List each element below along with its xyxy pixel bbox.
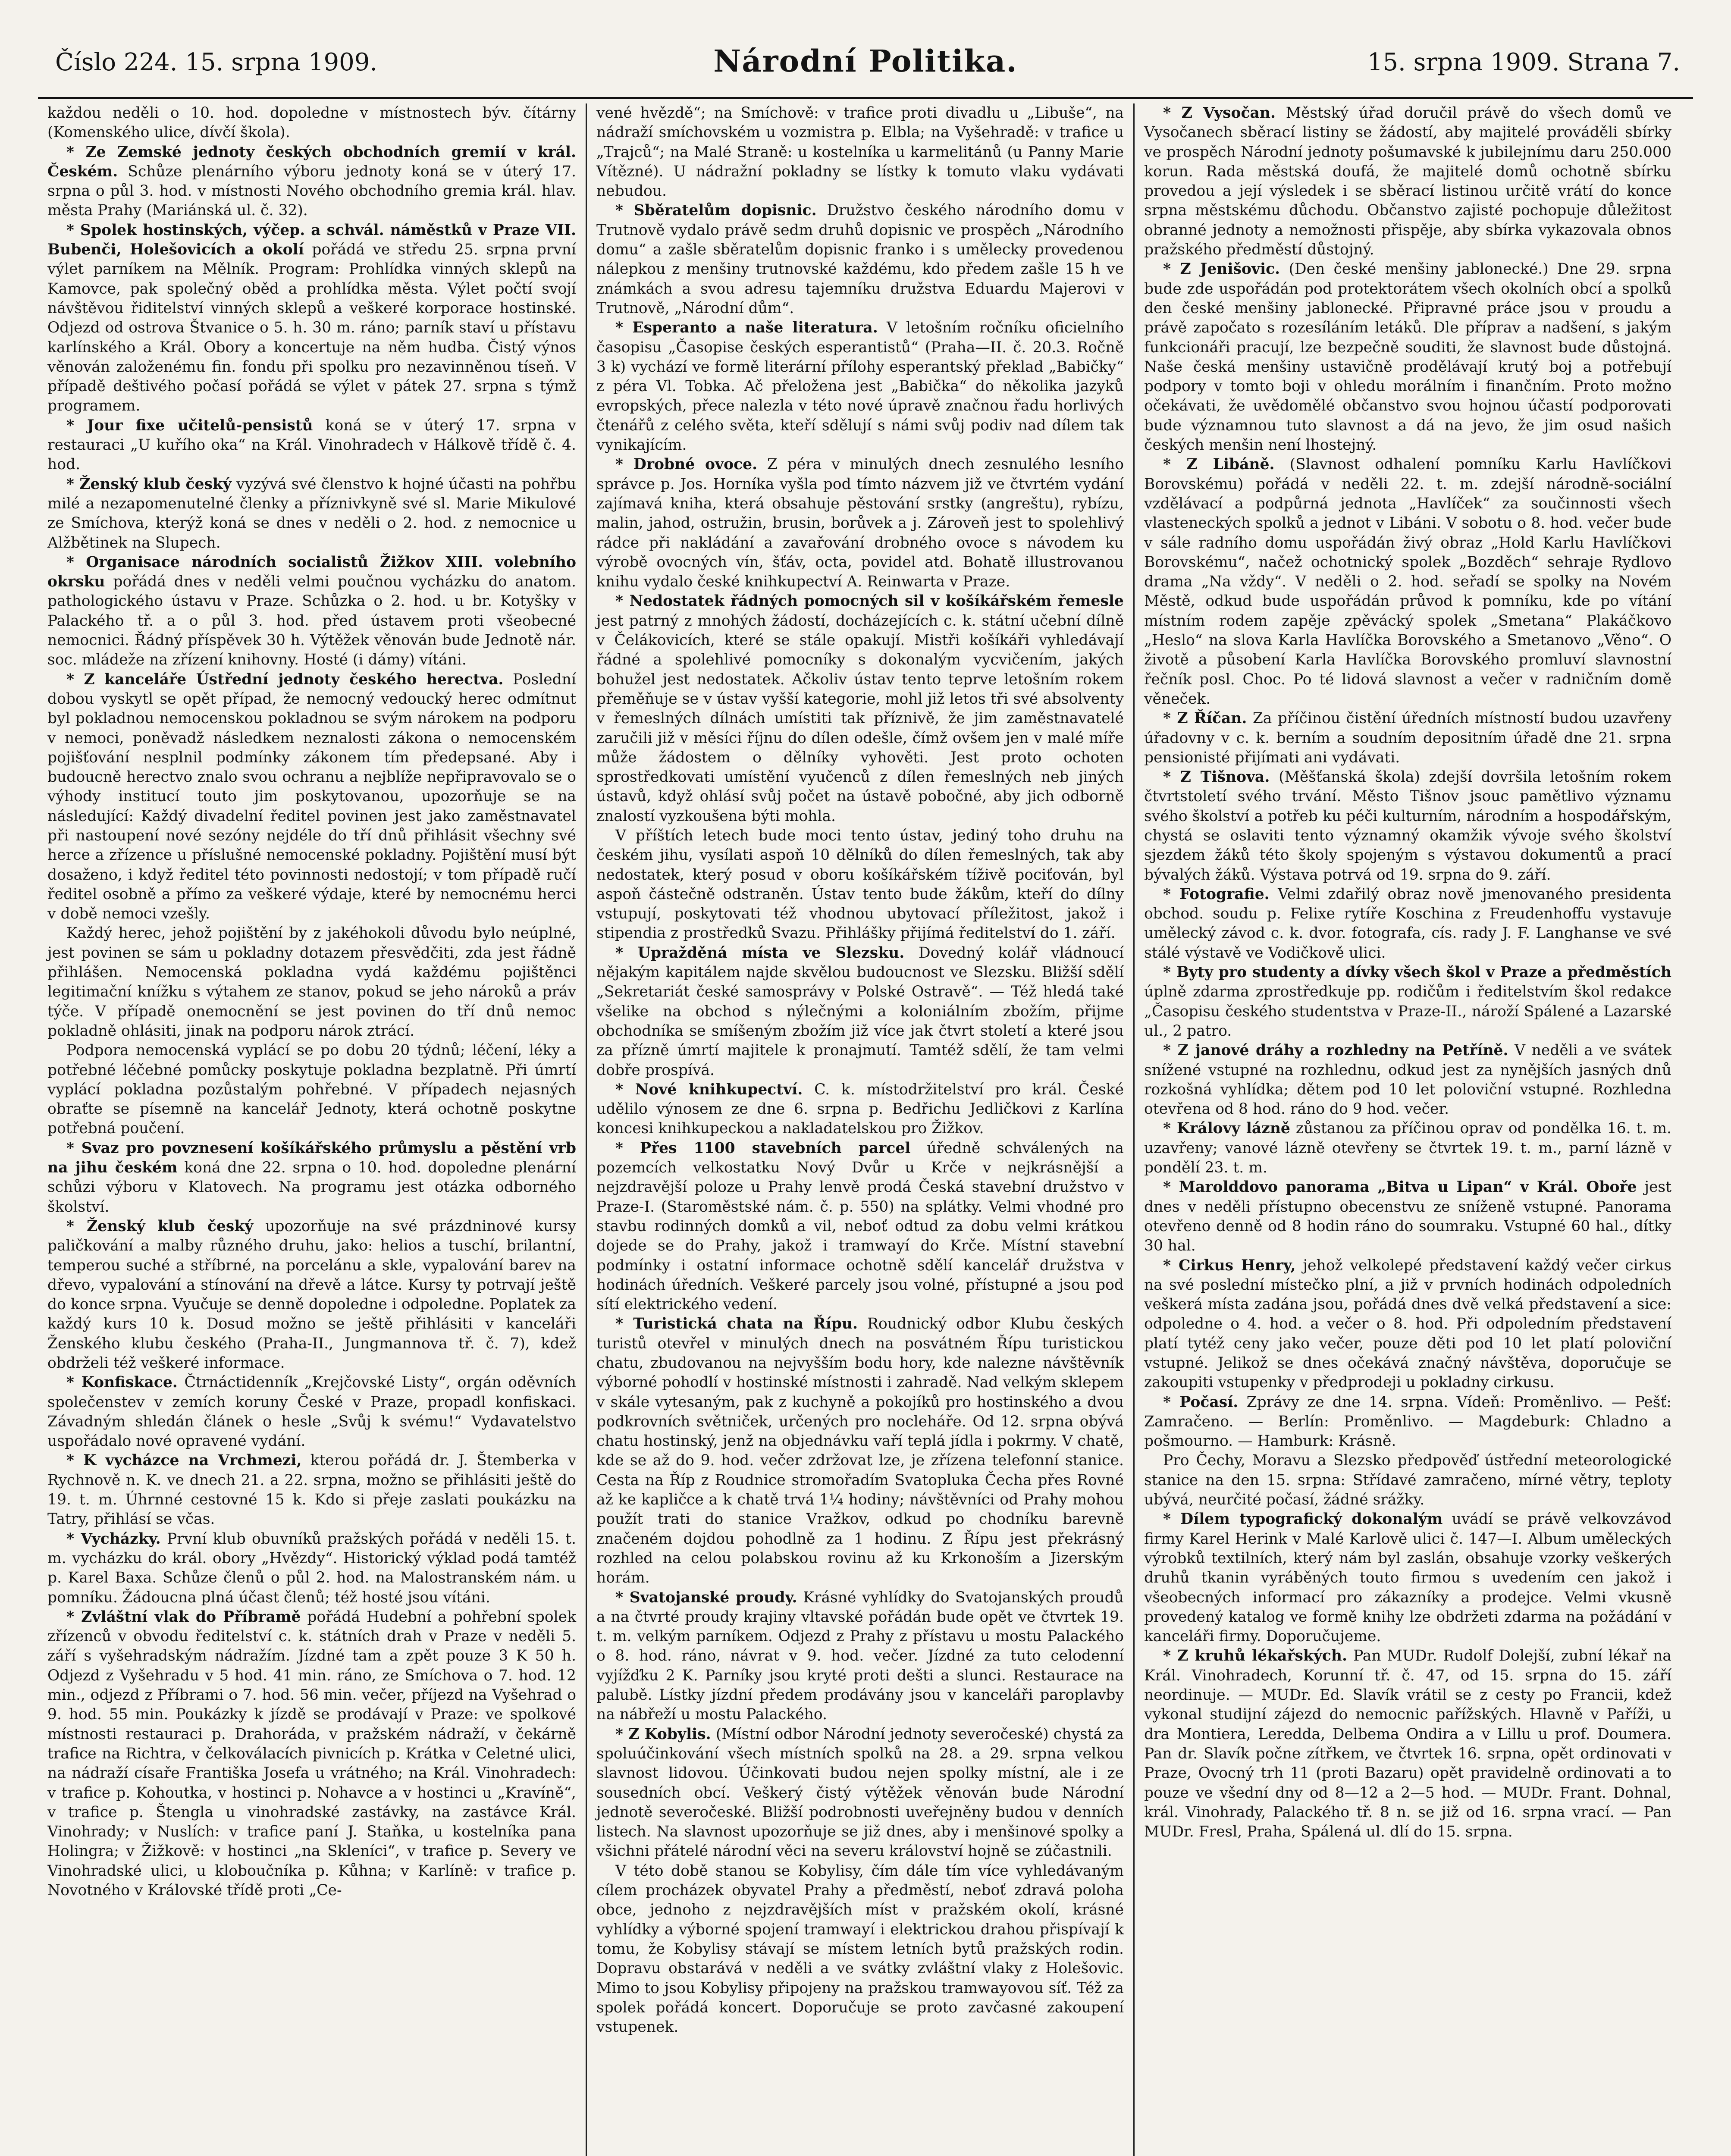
article-heading: * Vycházky. <box>66 1530 161 1548</box>
article-paragraph <box>47 416 576 475</box>
masthead: Národní Politika. <box>713 43 1018 79</box>
article-text: Každý herec, jehož pojištění by z jakéhokoli důvodu bylo neúplné, jest povinen se sám u pokladny dotazem přesvědčiti, zda jest řádně přihlášen. Nemocenská pokladna vydá každému pojištěnci legitimační knížku s výtahem ze stanov, pokud se jeho nároků a práv týče. V případě onemocnění se jest povinen do tří dnů nemoc pokladně ohlásiti, jinak na podporu nárok ztrácí. <box>47 924 576 1040</box>
article-text: Roudnický odbor Klubu českých turistů otevřel v minulých dnech na posvátném Řípu turistickou chatu, zbudovanou na nejvyšším bodu hory, kde nalezne návštěvník výborné pohodlí v hostinské místnosti i zahradě. Nad velkým sklepem v skále vytesaným, pak z kuchyně a pokojíků pro hostinského a dvou podkrovních světniček, určených pro nocleháře. Od 12. srpna obývá chatu hostinský, jenž na objednávku vaří teplá jídla i pokrmy. V chatě, kde se až do 9. hod. večer zdržovat lze, je zřízena telefonní stanice. Cesta na Říp z Roudnice stromořadím Svatopluka Čecha přes Rovné až ke kapličce a k chatě trvá 1¼ hodiny; návštěvníci od Prahy mohou použít trati do stanice Vražkov, odkud po chodníku barevně značeném dojdou pohodlně za 1 hodinu. Z Řípu jest překrásný rozhled na celou polabskou rovinu až ku Krkonoším a Jizerským horám. <box>596 1315 1124 1587</box>
article-heading: * Konfiskace. <box>66 1374 178 1391</box>
article-heading: * Nové knihkupectví. <box>615 1081 803 1098</box>
article-paragraph <box>47 670 576 924</box>
article-text: Podpora nemocenská vyplácí se po dobu 20 týdnů; léčení, léky a potřebné léčebné pomůcky poskytuje pokladna bezplatně. Při úmrtí vyplácí pokladna pozůstalým pohřebné. V případech nejasných obraťte se písemně na kancelář Jednoty, která ochotně poskytne potřebná poučení. <box>47 1042 576 1138</box>
article-text: V neděli a ve svátek snížené vstupné na rozhlednu, odkud jest za nynějších jasných dnů rozkošná vyhlídka; dětem pod 10 let poloviční vstupné. Rozhledna otevřena od 8 hod. ráno do 9 hod. večer. <box>1144 1042 1672 1118</box>
article-heading: * Z kanceláře Ústřední jednoty českého herectva. <box>66 671 504 688</box>
article-heading: * Z Kobylis. <box>615 1725 711 1743</box>
article-heading: * Jour fixe učitelů-pensistů <box>66 417 313 434</box>
article-text: Čtrnáctidenník „Krejčovské Listy“, orgán oděvních společenstev v zemích koruny České v Praze, propadl konfiskaci. Závadným shledán článek o hesle „Svůj k svému!“ Vydavatelstvo uspořádalo nové opravené vydání. <box>47 1374 576 1450</box>
article-paragraph <box>596 943 1124 1080</box>
article-heading: * Z janové dráhy a rozhledny na Petříně. <box>1163 1042 1508 1059</box>
article-heading: * Svatojanské proudy. <box>615 1589 797 1606</box>
article-paragraph <box>1144 709 1671 768</box>
article-heading: * Ženský klub český <box>66 475 232 493</box>
article-heading: * Organisace národních socialistů Žižkov XIII. volebního okrsku <box>47 553 576 591</box>
article-text: uvádí se právě velkovzávod firmy Karel Herink v Malé Karlově ulici č. 147—I. Album uměleckých výrobků textilních, který nám byl zaslán, obsahuje vzorky veškerých druhů tkanin vyráběných touto firmou s uvedením cen jakož i všeobecných informací pro zákazníky a prodejce. Velmi vkusně provedený katalog ve formě knihy lze obdržeti zdarma na požádání v kanceláři firmy. Doporučujeme. <box>1144 1510 1671 1645</box>
article-paragraph <box>596 592 1124 826</box>
article-text: V letošním ročníku oficielního časopisu „Časopise českých esperantistů“ (Praha—II. č. 20.3. Ročně 3 k) vychází ve formě literární přílohy esperantský překlad „Babičky“ z péra Vl. Tobka. Ač přeložena jest „Babička“ do několika jazyků evropských, přece nalezla v této nové úpravě značnou řadu horlivých čtenářů z celého světa, kteří sdělují s námi svůj podiv nad dílem tak vynikajícím. <box>596 319 1124 454</box>
article-text: pořádá Hudební a pohřební spolek zřízenců v obvodu ředitelství c. k. státních drah v Praze v neděli 5. září s vyšehradským nádražím. Jízdné tam a zpět pouze 3 K 50 h. Odjezd z Vyšehradu v 5 hod. 41 min. ráno, ze Smíchova o 7. hod. 12 min., odjezd z Příbrami o 7. hod. 56 min. večer, příjezd na Vyšehrad o 9. hod. 55 min. Poukázky k jízdě se prodávají v Praze: ve spolkové místnosti restauraci p. Drahoráda, v pražském nádraží, v čekárně trafice na Richtra, v čelkoválacích pivnicích p. Krátka v Celetné ulici, na nádraží císaře Františka Josefa u vrátného; na Král. Vinohradech: v trafice p. Kohoutka, v hostinci p. Nohavce a v hostinci u „Kravíně“, v trafice p. Štengla u vinohradské zastávky, na zastávce Král. Vinohrady; v Nuslích: v trafice paní J. Staňka, u kostelníka pana Holingra; v Žižkově: v hostinci „na Skleníci“, v trafice p. Severy ve Vinohradské ulici, u kloboučníka p. Kůhna; v Karlíně: v trafice p. Novotného v Královské třídě proti „Ce- <box>47 1608 577 1899</box>
article-text: úplně zdarma zprostředkuje pp. rodičům i ředitelstvím škol redakce „Časopisu českého studentstva v Praze-II., nároží Spálené a Lazarské ul., 2 patro. <box>1144 983 1671 1040</box>
article-heading: * Královy lázně <box>1163 1120 1290 1138</box>
article-paragraph <box>47 553 576 670</box>
article-heading: * Spolek hostinských, výčep. a schvál. náměstků v Praze VII. Bubenči, Holešovicích a okolí <box>47 221 576 259</box>
article-text: C. k. místodržitelství pro král. České udělilo výnosem ze dne 6. srpna p. Bedřichu Jedličkovi z Karlína koncesi knihkupeckou a nakladatelskou pro Žižkov. <box>596 1081 1124 1138</box>
article-heading: * Přes 1100 stavebních parcel <box>615 1139 911 1157</box>
article-text: Družstvo českého národního domu v Trutnově vydalo právě sedm druhů dopisnic ve prospěch „Národního domu“ a zašle sběratelům dopisnic franko i s umělecky provedenou nálepkou z menšiny trutnovské každému, kdo předem zašle 15 h ve známkách a svou adresu tajemníku družstva Eduardu Majerovi v Trutnově, „Národní dům“. <box>596 202 1124 317</box>
article-paragraph <box>596 1725 1124 1861</box>
article-paragraph <box>596 1080 1124 1139</box>
article-text: úředně schválených na pozemcích velkostatku Nový Dvůr u Krče v nejkrásnější a nejzdravější poloze u Prahy lenvě prodá Česká stavební družstvo v Praze-I. (Staroměstské nám. č. p. 550) na splátky. Velmi vhodné pro stavbu rodinných domků a vil, neboť odtud za dobu velmi krátkou dojede se do Prahy, jakož i tramwayí do Krče. Místní stavební podmínky i ostatní informace ochotně sdělí kancelář družstva v hodinách úředních. Veškeré parcely jsou volné, přístupné a jsou pod sítí elektrického vedení. <box>596 1139 1124 1313</box>
article-heading: * Esperanto a naše literatura. <box>615 319 878 337</box>
article-paragraph <box>596 1314 1124 1588</box>
article-paragraph <box>1144 455 1671 709</box>
article-paragraph <box>1144 260 1671 455</box>
article-paragraph <box>596 1861 1124 2037</box>
article-text: Za příčinou čistění úředních místností budou uzavřeny úřadovny v c. k. berním a soudním depositním úřadě dne 21. srpna pensionisté přijímati ani vydávati. <box>1144 710 1672 766</box>
article-heading: * Z Říčan. <box>1163 710 1247 727</box>
article-paragraph <box>1144 1256 1671 1393</box>
article-paragraph <box>47 1451 576 1529</box>
issue-number: Číslo 224. 15. srpna 1909. <box>55 48 378 76</box>
article-heading: * Ženský klub český <box>66 1217 254 1235</box>
article-paragraph <box>1144 1178 1671 1256</box>
article-text: Zprávy ze dne 14. srpna. Vídeň: Proměnlivo. — Pešť: Zamračeno. — Berlín: Proměnlivo. — Magdeburk: Chladno a pošmourno. — Hamburk: Krásně. <box>1144 1393 1671 1450</box>
article-heading: * Z Tišnova. <box>1163 768 1270 786</box>
article-text: vyzývá své členstvo k hojné účasti na pohřbu milé a nezapomenutelné členky a příznivkyně své sl. Marie Mikulové ze Smíchova, kterýž koná se dnes v neděli o 2. hod. z nemocnice u Alžbětinek na Slupech. <box>47 475 577 552</box>
article-heading: * Turistická chata na Řípu. <box>615 1315 858 1333</box>
article-paragraph <box>1144 963 1671 1041</box>
column-1 <box>38 103 586 2156</box>
article-paragraph <box>1144 103 1671 260</box>
article-paragraph <box>1144 1510 1671 1646</box>
article-paragraph <box>596 826 1124 943</box>
article-heading: * Počasí. <box>1163 1393 1239 1411</box>
article-heading: * Nedostatek řádných pomocných sil v košíkářském řemesle <box>615 592 1124 610</box>
article-paragraph <box>47 924 576 1041</box>
article-text: Pan MUDr. Rudolf Dolejší, zubní lékař na Král. Vinohradech, Korunní tř. č. 47, od 15. srpna do 15. září neordinuje. — MUDr. Ed. Slavík vrátil se z cesty po Francii, kdež vykonal studijní zájezd do nemocnic pařížských. Hlavně v Paříži, u dra Montiera, Leredda, Delbema Ondira a v Lillu u prof. Doumera. Pan dr. Slavík počne zítřkem, ve čtvrtek 16. srpna, opět ordinovati v Praze, Ovocný trh 11 (proti Bazaru) opět pravidelně ordinovati a to pouze ve všední dny od 8—12 a 2—5 hod. — MUDr. Frant. Dohnal, král. Vinohrady, Palackého tř. 8 n. se již od 16. srpna vrací. — Pan MUDr. Fresl, Praha, Spálená ul. dlí do 15. srpna. <box>1144 1647 1671 1841</box>
article-paragraph <box>1144 885 1671 963</box>
article-text: Městský úřad doručil právě do všech domů ve Vysočanech sběrací listiny se žádostí, aby majitelé prováděli sbírky ve prospěch Národní jednoty pošumavské k jubilejnímu daru 250.000 korun. Rada městská doufá, že majitelé domů ochotně sbírku provedou a její výsledek i se sběrací listinou určitě vrátí do konce srpna městskému důchodu. Občanstvo zajisté pochopuje důležitost obranné jednoty a nemožnosti přispěje, aby sbírka vykazovala obnos pražského předměstí důstojný. <box>1144 104 1671 259</box>
article-paragraph <box>1144 1451 1671 1510</box>
article-text: (Den české menšiny jablonecké.) Dne 29. srpna bude zde uspořádán pod protektorátem všech okolních obcí a spolků den české menšiny jablonecké. Připravné práce jsou v proudu a právě započato s rozesíláním letáků. Dle příprav a nadšení, s jakým funkcionáři pracují, lze bezpečně souditi, že slavnost bude důstojná. Naše česká menšiny ustavičně prodělávají krutý boj a potřebují podpory v tomto boji v ohledu morálním i finančním. Proto možno očekávati, že uvědomělé občanstvo svou hojnou účastí podporovati bude významnou tuto slavnost a dá na jevo, že jim osud našich českých menšin není lhostejný. <box>1144 260 1671 454</box>
article-heading: * Z Jenišovic. <box>1163 260 1280 278</box>
article-heading: * Z kruhů lékařských. <box>1163 1647 1347 1665</box>
article-heading: * Zvláštní vlak do Příbramě <box>66 1608 301 1626</box>
article-text: koná se v úterý 17. srpna v restauraci „U kuřího oka“ na Král. Vinohradech v Hálkově třídě č. 4. hod. <box>47 417 576 473</box>
article-text: každou neděli o 10. hod. dopoledne v místnostech býv. čítárny (Komenského ulice, dívčí škola). <box>47 104 576 141</box>
article-text: pořádá dnes v neděli velmi poučnou vycházku do anatom. pathologického ústavu v Praze. Schůzka o 2. hod. u br. Kotyšky v Palackého tř. a o půl 3. hod. před ústavem proti všeobecné nemocnici. Řádný příspěvek 30 h. Výtěžek věnován bude Jednotě nár. soc. mládeže na zřízení knihovny. Hosté (i dámy) vítáni. <box>47 573 576 669</box>
article-text: Poslední dobou vyskytl se opět případ, že nemocný vedoucký herec odmítnut byl pokladnou nemocenskou pokladnou se svým nárokem na podporu v nemoci, poněvadž následkem neznalosti zákona o nemocenském pojišťování nesplnil podmínky zákonem tím předepsané. Aby i budoucně herectvo znalo svou ochranu a nejblíže nepřipravovalo se o výhody institucí touto jim poskytovanou, upozorňuje se na následující: Každý divadelní ředitel povinen jest jako zaměstnavatel při nastoupení nové sezóny nejdéle do tří dnů přihlásit všechny své herce a zřízence u příslušné nemocenské pokladny. Pojištění musí být dosaženo, i když ředitel této povinnosti nedostojí; v tom případě ručí ředitel osobně a přímo za veškeré výdaje, které by nemocnému herci v době nemoci vzešly. <box>47 671 576 923</box>
article-paragraph <box>47 103 576 143</box>
article-paragraph <box>596 201 1124 318</box>
article-heading: * Upražděná místa ve Slezsku. <box>615 944 905 962</box>
newspaper-page <box>38 17 1693 2156</box>
article-text: (Měšťanská škola) zdejší dovršila letošním rokem čtvrtstoletí svého trvání. Město Tišnov jsouc pamětlivo významu svého školství a potřeb ku péči kulturním, národním a hospodářským, chystá se oslaviti tento významný okamžik vývoje svého školství sjezdem žáků této školy spojeným s výstavou dokumentů a prací bývalých žáků. Výstava potrvá od 19. srpna do 9. září. <box>1144 768 1671 884</box>
article-text: kterou pořádá dr. J. Štemberka v Rychnově n. K. ve dnech 21. a 22. srpna, možno se přihlásiti ještě do 19. t. m. Úhrnné cestovné 15 k. Kdo si přeje zaslati poukázku na Tatry, přihlásí se včas. <box>47 1452 577 1528</box>
article-paragraph <box>47 221 576 416</box>
article-text: zůstanou za příčinou oprav od pondělka 16. t. m. uzavřeny; vanové lázně otevřeny se čtvrtek 19. t. m., parní lázně v pondělí 23. t. m. <box>1144 1120 1672 1177</box>
article-text: upozorňuje na své prázdninové kursy paličkování a malby různého druhu, jako: helios a tuschí, brilantní, temperou suché a stříbrné, na porcelánu a skle, vypalování barev na dřevo, vypalování a stínování na dřevě a látce. Kursy ty potrvají ještě do konce srpna. Vyučuje se denně dopoledne i odpoledne. Poplatek za každý kurs 10 k. Dosud možno se ještě přihlásiti v kanceláři Ženského klubu českého (Praha-II., Jungmannova tř. č. 7), kdež obdrželi též veškeré informace. <box>47 1217 576 1372</box>
article-paragraph <box>596 103 1124 201</box>
article-text: V příštích letech bude moci tento ústav, jediný toho druhu na českém jihu, vysílati aspoň 10 dělníků do dílen řemeslných, tak aby nedostatek, který posud v oboru košíkářském tíživě pociťován, byl aspoň částečně odstraněn. Ústav tento bude žákům, kteří do dílny vstupují, poskytovati též vhodnou ubytovací příležitost, jakož i stipendia z prostředků Svazu. Přihlášky přijímá ředitelství do 1. září. <box>596 827 1124 942</box>
article-paragraph <box>47 475 576 553</box>
article-heading: * Fotografie. <box>1163 885 1270 903</box>
article-heading: * Dílem typografický dokonalým <box>1163 1510 1443 1528</box>
article-paragraph <box>596 1139 1124 1315</box>
article-paragraph <box>1144 1041 1671 1119</box>
article-paragraph <box>1144 768 1671 885</box>
article-text: (Slavnost odhalení pomníku Karlu Havlíčkovi Borovskému) pořádá v neděli 22. t. m. zdejší národně-sociální vzdělávací a podpůrná jednota „Havlíček“ za součinnosti všech vlasteneckých spolků a jednot v Libáni. V sobotu o 8. hod. večer bude v sále radního domu uspořádán živý obraz „Hold Karlu Havlíčkovi Borovskému“, načež ochotnický spolek „Bozděch“ sehraje Rydlovo drama „Na vždy“. V neděli o 2. hod. seřadí se spolky na Novém Městě, odkud bude uspořádán průvod k pomníku, kde po vítání místním rodem zapěje zpěvácký spolek „Smetana“ Plakáčkovo „Heslo“ na slova Karla Havlíčka Borovského a Smetanovo „Věno“. O životě a působení Karla Havlíčka Borovského promluví slavnostní řečník posl. Choc. Po té lidová slavnost a večer v radničním domě věneček. <box>1144 456 1672 708</box>
date-and-page: 15. srpna 1909. Strana 7. <box>1367 48 1680 76</box>
article-heading: * Ze Zemské jednoty českých obchodních gremií v král. Českém. <box>47 143 576 180</box>
article-text: Pro Čechy, Moravu a Slezsko předpověď ústřední meteorologické stanice na den 15. srpna: Střídavé zamračeno, mírné větry, teploty ubývá, neurčité počasí, žádné srážky. <box>1144 1452 1671 1509</box>
article-paragraph <box>1144 1646 1671 1842</box>
article-text: Z péra v minulých dnech zesnulého lesního správce p. Jos. Horníka vyšla pod tímto názvem již ve čtvrtém vydání zajímavá kniha, která obsahuje pěstování srstky (angreštu), rybízu, malin, jahod, ostružin, brusin, borůvek a j. Zároveň jest to spolehlivý rádce při nakládání a zavařování drobného ovoce s návodem ku výrobě ovocných vín, šťáv, octa, povidel atd. Bohatě illustrovanou knihu vydalo české knihkupectví A. Reinwarta v Praze. <box>596 456 1124 591</box>
article-heading: * Byty pro studenty a dívky všech škol v Praze a předměstích <box>1163 964 1671 981</box>
article-text: Velmi zdařilý obraz nově jmenovaného presidenta obchod. soudu p. Felixe rytíře Koschina z Freudenhoffu vystavuje umělecký závod c. k. dvor. fotografa, cís. rady J. F. Langhanse ve své stálé výstavě ve Vodičkově ulici. <box>1144 885 1672 962</box>
article-text: První klub obuvníků pražských pořádá v neděli 15. t. m. vycházku do král. obory „Hvězdy“. Historický výklad podá tamtéž p. Karel Baxa. Schůze členů o půl 2. hod. na Malostranském nám. u pomníku. Žádoucna plná účast členů; též hosté jsou vítáni. <box>47 1530 577 1606</box>
article-paragraph <box>596 455 1124 592</box>
article-paragraph <box>1144 1119 1671 1178</box>
article-heading: * Z Vysočan. <box>1163 104 1276 122</box>
article-text: pořádá ve středu 25. srpna první výlet parníkem na Mělník. Program: Prohlídka vinných sklepů na Kamovce, pak společný oběd a prohlídka města. Výlet počtí svojí návštěvou řiditelství vinných sklepů a veškeré korporace hostinské. Odjezd od ostrova Štvanice o 5. h. 30 m. ráno; parník staví u přístavu karlínského a Král. Obory a koncertuje na něm hudba. Čistý výnos věnován založenému fin. fondu při spolku pro nezavinněnou tíseň. V případě deštivého počasí pořádá se výlet v pátek 27. srpna s týmž programem. <box>47 241 576 415</box>
article-text: Schůze plenárního výboru jednoty koná se v úterý 17. srpna o půl 3. hod. v místnosti Nového obchodního gremia král. hlav. města Prahy (Mariánská ul. č. 32). <box>47 163 576 219</box>
article-paragraph <box>596 318 1124 455</box>
article-heading: * Drobné ovoce. <box>615 456 758 473</box>
article-text: vené hvězdě“; na Smíchově: v trafice proti divadlu u „Libuše“, na nádraží smíchovském u vozmistra p. Elbla; na Vyšehradě: v trafice u „Trajců“; na Malé Straně: u kostelníka u karmelitánů (u Panny Marie Vítězné). U nádražní pokladny se lístky k tomuto vlaku vydávati nebudou. <box>596 104 1124 200</box>
article-heading: * K vycházce na Vrchmezi, <box>66 1452 302 1470</box>
article-heading: * Cirkus Henry, <box>1163 1257 1296 1274</box>
article-text: Krásné vyhlídky do Svatojanských proudů a na čtvrté proudy krajiny vltavské pořádán bude opět ve čtvrtek 19. t. m. velkým parníkem. Odjezd z Prahy z přístavu u mostu Palackého o 8. hod. ráno, návrat v 9. hod. večer. Jízdné za tuto celodenní vyjížďku 2 K. Parníky jsou kryté proti dešti a slunci. Restaurace na palubě. Lístky jízdní předem prodávány jsou v kanceláři paroplavby na nábřeží u mostu Palackého. <box>596 1589 1124 1724</box>
article-paragraph <box>47 1608 576 1900</box>
article-paragraph <box>47 1139 576 1217</box>
article-heading: * Sběratelům dopisnic. <box>615 202 817 219</box>
article-text: koná dne 22. srpna o 10. hod. dopoledne plenární schůzi výboru v Klatovech. Na programu jest otázka odborného školství. <box>47 1159 576 1216</box>
article-heading: * Marolddovo panorama „Bitva u Lipan“ v Král. Oboře <box>1163 1178 1637 1196</box>
column-2 <box>586 103 1133 2156</box>
article-text: (Místní odbor Národní jednoty severočeské) chystá za spoluúčinkování všech místních spolků na 28. a 29. srpna velkou slavnost lidovou. Účinkovati budou nejen spolky místní, ale i ze sousedních obcí. Veškerý čistý výtěžek věnován bude Národní jednotě severočeské. Bližší podrobnosti uveřejněny budou v denních listech. Na slavnost upozorňuje se již dnes, aby i menšinové spolky a všichni přátelé národní věci na severu království hojně se zúčastnili. <box>596 1725 1124 1860</box>
column-3 <box>1133 103 1681 2156</box>
article-text: V této době stanou se Kobylisy, čím dále tím více vyhledávaným cílem procházek obyvatel Prahy a předměstí, neboť zdravá poloha obce, jednoho z nejzdravějších míst v pražském okolí, krásné vyhlídky a výborné spojení tramwayí i elektrickou drahou přispívají k tomu, že Kobylisy stávají se místem letních bytů pražských rodin. Dopravu obstarává v neděli a ve svátky zvláštní vlaky z Holešovic. Mimo to jsou Kobylisy připojeny na pražskou tramwayovou síť. Též za spolek pořádá koncert. Doporučuje se proto zavčasné zakoupení vstupenek. <box>596 1862 1124 2036</box>
article-text: jehož velkolepé představení každý večer cirkus na své poslední místečko plní, a již v prvních hodinách odpoledních veškerá místa zadána jsou, pořádá dnes dvě velká představení a sice: odpoledne o 4. hod. a večer o 8. hod. Při odpoledním představení platí tytéž ceny jako večer, pouze děti pod 10 let platí poloviční vstupné. Jelikož se dnes očekává značný návštěva, doporučuje se zakoupiti vstupenky v předprodeji u pokladny cirkusu. <box>1144 1257 1671 1391</box>
article-heading: * Z Libáně. <box>1163 456 1275 473</box>
article-paragraph <box>47 1041 576 1138</box>
article-paragraph <box>596 1588 1124 1725</box>
article-paragraph <box>47 1217 576 1373</box>
article-text: Dovedný kolář vládnoucí nějakým kapitálem najde skvělou budoucnost ve Slezsku. Bližší sdělí „Sekretariát české samosprávy v Polské Ostravě“. — Též hledá také všelike na obchod s nýlečnými a koloniálním zbožím, přijme obchodníka se smíšeným zbožím již více jak čtvrt století a které jsou za přízně úmrtí majitele k pronajmutí. Tamtéž sdělí, že tam velmi dobře prospívá. <box>596 944 1124 1079</box>
page-header <box>38 17 1693 99</box>
article-paragraph <box>47 1373 576 1451</box>
article-paragraph <box>1144 1393 1671 1451</box>
article-heading: * Svaz pro povznesení košíkářského průmyslu a pěstění vrb na jihu českém <box>47 1139 576 1177</box>
article-paragraph <box>47 143 576 221</box>
article-text: jest patrný z mnohých žádostí, docházejících c. k. státní učební dílně v Čelákovicích, které se stále opakují. Mistři košíkáři vyhledávají řádné a spolehlivé pomocníky s dokonalým vycvičením, jakých bohužel jest nedostatek. Ačkoliv ústav tento teprve letošním rokem přeměňuje se v ústav vyšší kategorie, mohl již letos tři své absolventy v řemeslných dílnách umístiti tak příznivě, že jim zaměstnavatelé zaručili již v měsíci říjnu do dílen odešle, čímž ovšem jen v malé míře může žádostem o dělníky vyhověti. Jest proto ochoten sprostředkovati umístění vyučenců z dílen řemeslných neb jiných ústavů, když ohlásí svůj počet na ústavě pobočné, aby jich odborně znalostí vyzkoušena býti mohla. <box>596 612 1124 825</box>
article-paragraph <box>47 1529 576 1608</box>
article-text: jest dnes v neděli přístupno obecenstvu ze sníženě vstupné. Panorama otevřeno denně od 8 hodin ráno do soumraku. Vstupné 60 hal., dítky 30 hal. <box>1144 1178 1671 1255</box>
text-columns <box>38 103 1693 2156</box>
